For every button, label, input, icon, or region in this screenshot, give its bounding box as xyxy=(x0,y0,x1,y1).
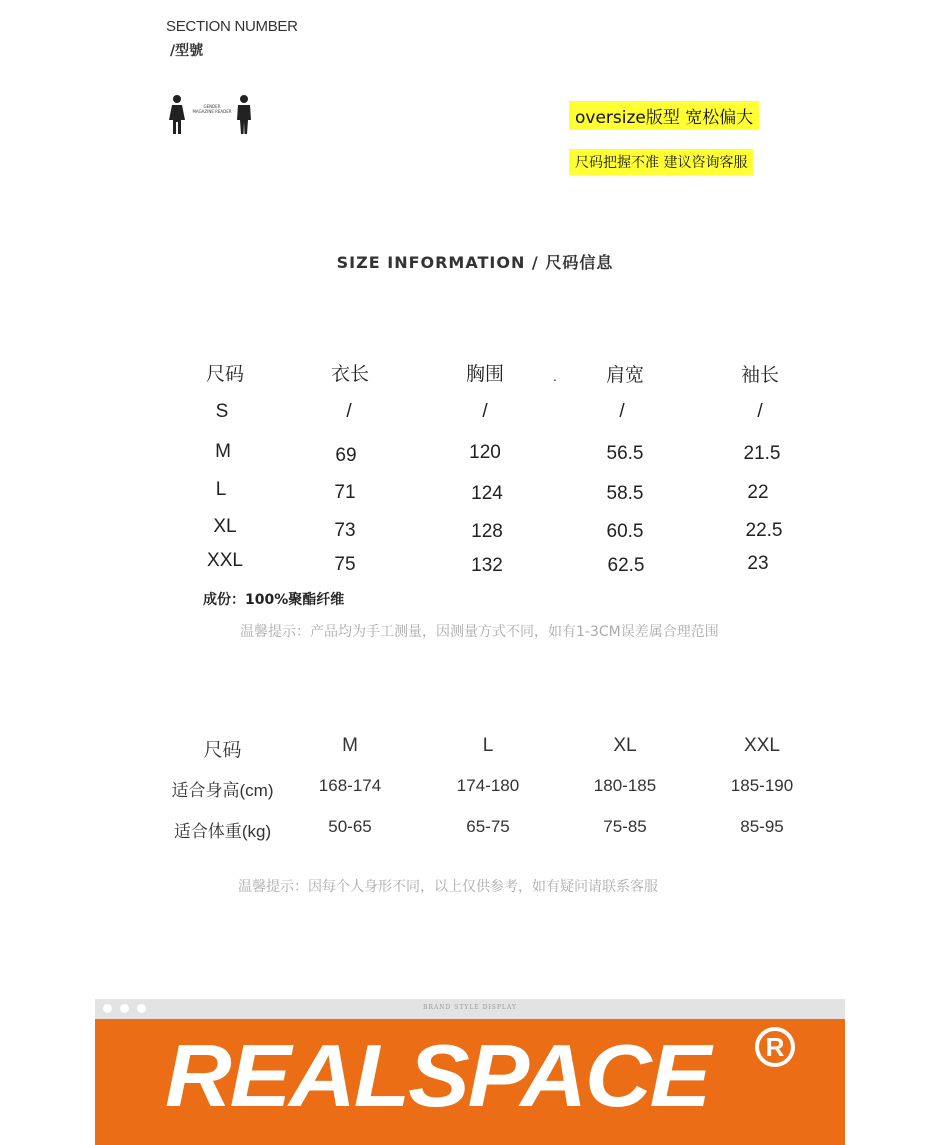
table-cell: XXL xyxy=(207,550,243,571)
size-table-header: 尺码 xyxy=(205,364,244,385)
table-cell: 23 xyxy=(747,553,769,574)
table-cell: S xyxy=(215,401,229,422)
table-cell: 120 xyxy=(469,442,501,463)
fit-table-row-label: 适合身高(cm) xyxy=(171,781,274,800)
table-cell: 58.5 xyxy=(606,483,644,504)
table-cell: / xyxy=(619,401,625,422)
people-caption-line-1: GENDER xyxy=(203,104,221,109)
fit-tip: 温馨提示：因每个人身形不同，以上仅供参考，如有疑问请联系客服 xyxy=(238,879,658,895)
section-number-label: SECTION NUMBER xyxy=(166,18,298,35)
registered-mark-icon: R xyxy=(755,1027,795,1067)
table-cell: 180-185 xyxy=(593,776,657,795)
fit-table-header: XXL xyxy=(744,735,780,756)
fit-table-header: M xyxy=(342,735,358,756)
table-cell: 65-75 xyxy=(466,817,510,836)
brand-bar-caption: BRAND STYLE DISPLAY xyxy=(423,1004,517,1011)
table-cell: 56.5 xyxy=(606,443,644,464)
table-cell: 75 xyxy=(334,554,356,575)
table-cell: / xyxy=(482,401,488,422)
table-cell: 22 xyxy=(747,482,769,503)
table-cell: 132 xyxy=(471,555,503,576)
table-cell: 124 xyxy=(471,483,503,504)
table-cell: XL xyxy=(213,516,237,537)
brand-window-bar xyxy=(95,999,845,1019)
material-composition: 成份：100%聚酯纤维 xyxy=(203,592,345,608)
size-table-header: 袖长 xyxy=(740,365,779,386)
table-cell: 22.5 xyxy=(745,520,783,541)
table-cell: 21.5 xyxy=(743,443,781,464)
table-cell: 174-180 xyxy=(456,776,520,795)
brand-logo: REALSPACE xyxy=(165,1026,710,1125)
size-information-title: SIZE INFORMATION / 尺码信息 xyxy=(336,253,614,272)
table-cell: 73 xyxy=(334,520,356,541)
fit-table-header: L xyxy=(482,735,494,756)
stray-dot: . xyxy=(553,370,557,384)
fit-table-header: XL xyxy=(613,735,637,756)
fit-table-row-label: 适合体重(kg) xyxy=(173,822,272,841)
table-cell: 168-174 xyxy=(318,776,382,795)
table-cell: 185-190 xyxy=(730,776,794,795)
table-cell: 128 xyxy=(471,521,503,542)
measurement-tip: 温馨提示：产品均为手工测量，因测量方式不同，如有1-3CM误差属合理范围 xyxy=(240,624,719,640)
fit-table-header: 尺码 xyxy=(203,740,242,761)
size-table-header: 胸围 xyxy=(465,364,504,385)
table-cell: 69 xyxy=(335,445,357,466)
people-icon xyxy=(166,94,256,136)
table-cell: / xyxy=(346,401,352,422)
size-table-header: 衣长 xyxy=(330,364,369,385)
table-cell: 60.5 xyxy=(606,521,644,542)
table-cell: 85-95 xyxy=(740,817,784,836)
table-cell: 50-65 xyxy=(328,817,372,836)
table-cell: 75-85 xyxy=(603,817,647,836)
people-caption-line-2: MAGAZINE READER xyxy=(192,109,232,114)
oversize-notice: oversize版型 宽松偏大 xyxy=(569,101,759,130)
people-caption xyxy=(190,104,234,114)
table-cell: 62.5 xyxy=(607,555,645,576)
size-table-header: 肩宽 xyxy=(605,365,644,386)
section-number-sub: /型號 xyxy=(170,43,204,59)
consult-service-notice: 尺码把握不准 建议咨询客服 xyxy=(569,149,753,175)
table-cell: / xyxy=(757,401,763,422)
table-cell: 71 xyxy=(334,482,356,503)
brand-banner xyxy=(95,1019,845,1145)
table-cell: L xyxy=(215,479,227,500)
table-cell: M xyxy=(215,441,231,462)
